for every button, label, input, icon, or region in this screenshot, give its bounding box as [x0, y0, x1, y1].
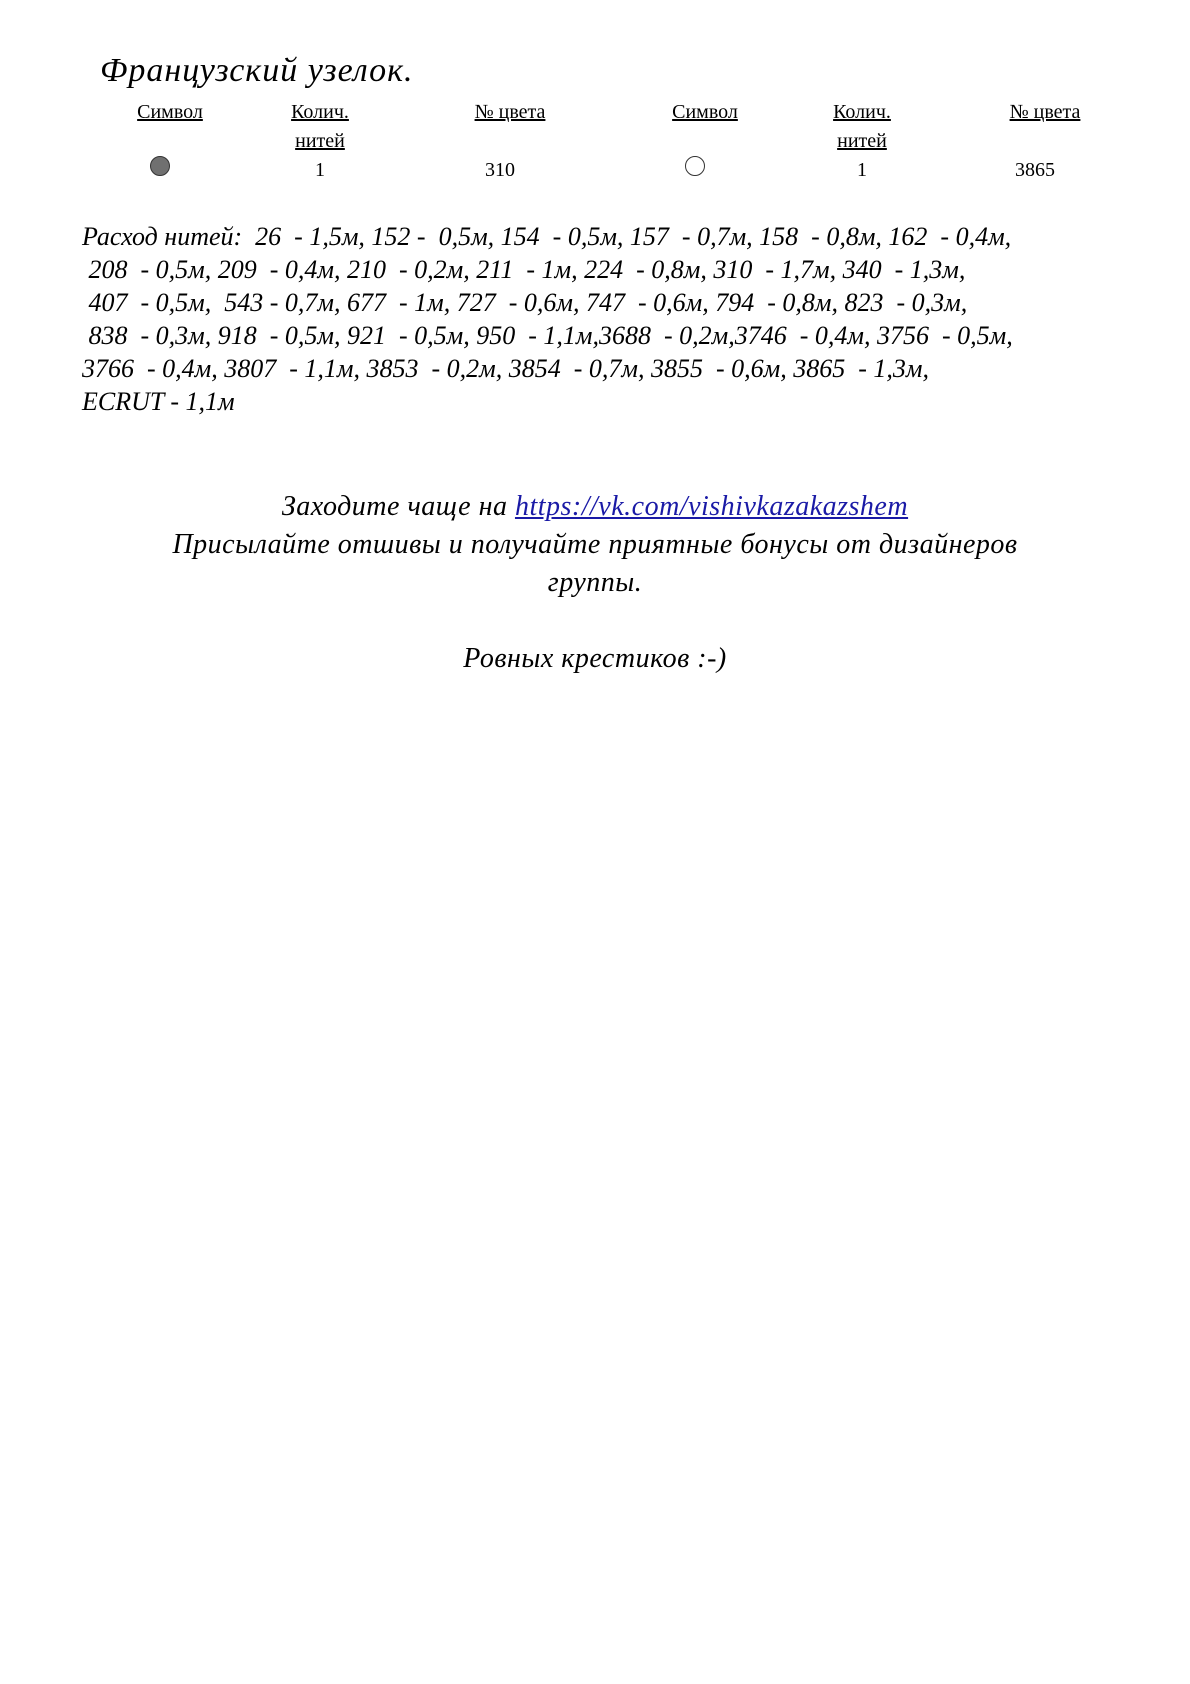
usage-line: 407 - 0,5м, 543 - 0,7м, 677 - 1м, 727 - 0,6м, 747 - 0,6м, 794 - 0,8м, 823 - 0,3м, — [82, 288, 968, 317]
header-color-2: № цвета — [1009, 101, 1081, 123]
header-count-1 — [270, 98, 370, 156]
vk-group-link[interactable]: https://vk.com/vishivkazakazshem — [514, 491, 909, 522]
thread-legend-table — [0, 98, 1190, 188]
count-value-2: 1 — [857, 159, 867, 181]
footer-message — [0, 488, 1190, 678]
feedback-line-2: группы. — [547, 567, 643, 598]
usage-line: 838 - 0,3м, 918 - 0,5м, 921 - 0,5м, 950 - 1,1м,3688 - 0,2м,3746 - 0,4м, 3756 - 0,5м, — [82, 321, 1013, 350]
closing-text: Ровных крестиков :-) — [463, 643, 727, 674]
empty-circle-icon — [685, 156, 705, 176]
visit-line — [0, 488, 1190, 526]
page-title: Французский узелок. — [100, 52, 414, 89]
color-value-1: 310 — [485, 159, 515, 181]
header-symbol-2: Символ — [672, 101, 738, 123]
feedback-line-1: Присылайте отшивы и получайте приятные бонусы от дизайнеров — [172, 529, 1018, 560]
filled-circle-icon — [150, 156, 170, 176]
visit-text: Заходите чаще на — [281, 491, 515, 522]
count-value-1: 1 — [315, 159, 325, 181]
header-symbol-1: Символ — [137, 101, 203, 123]
header-count-2-line1: Колич. — [833, 101, 891, 123]
usage-line: ECRUT - 1,1м — [82, 387, 235, 416]
header-count-1-line1: Колич. — [291, 101, 349, 123]
usage-line: Расход нитей: 26 - 1,5м, 152 - 0,5м, 154 - 0,5м, 157 - 0,7м, 158 - 0,8м, 162 - 0,4м, — [82, 222, 1012, 251]
usage-line: 208 - 0,5м, 209 - 0,4м, 210 - 0,2м, 211 - 1м, 224 - 0,8м, 310 - 1,7м, 340 - 1,3м, — [82, 255, 966, 284]
usage-line: 3766 - 0,4м, 3807 - 1,1м, 3853 - 0,2м, 3854 - 0,7м, 3855 - 0,6м, 3865 - 1,3м, — [82, 354, 930, 383]
header-count-1-line2: нитей — [295, 130, 345, 152]
header-count-2-line2: нитей — [837, 130, 887, 152]
header-color-1: № цвета — [474, 101, 546, 123]
header-count-2 — [812, 98, 912, 156]
thread-usage-text — [82, 220, 1112, 418]
color-value-2: 3865 — [1015, 159, 1055, 181]
